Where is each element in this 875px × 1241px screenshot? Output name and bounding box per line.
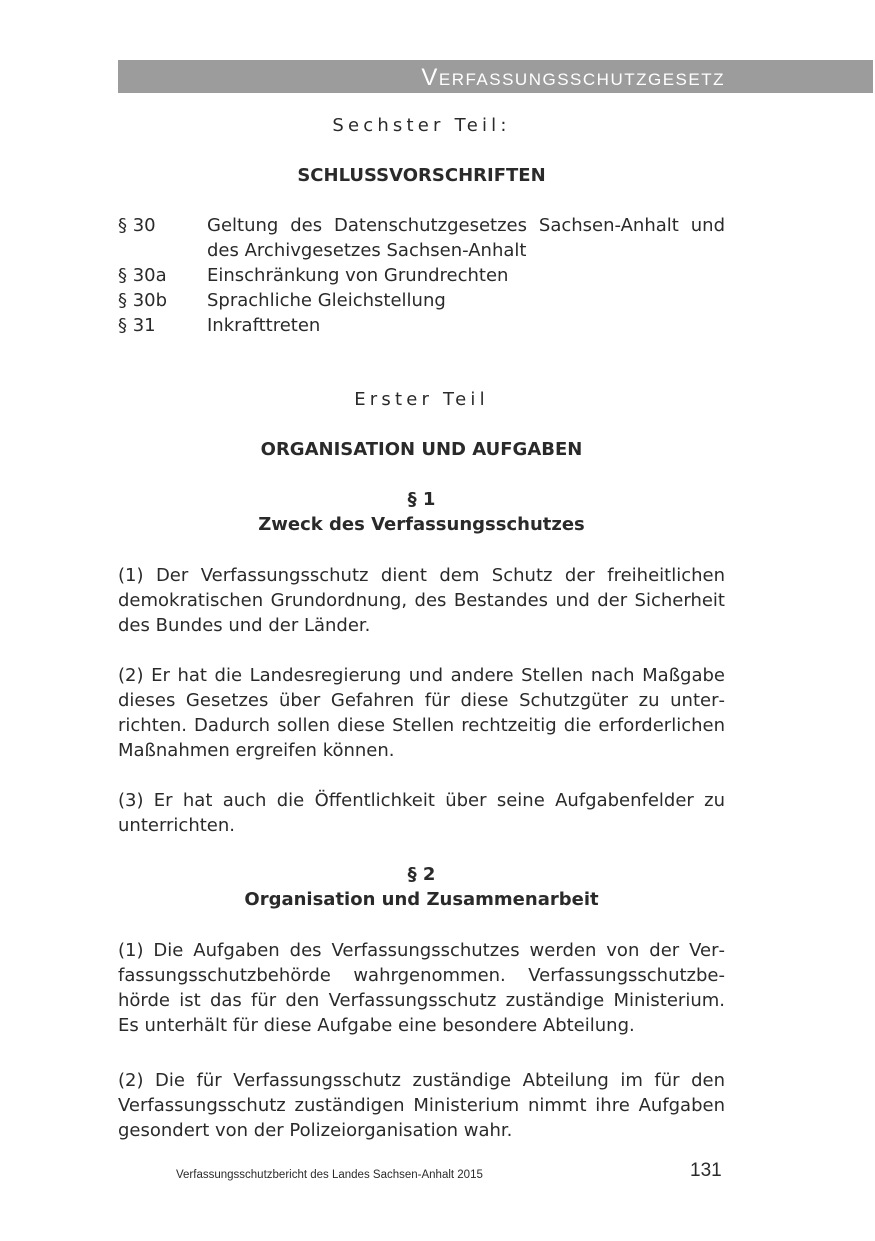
part-one-title: ORGANISATION UND AUFGABEN <box>260 439 583 460</box>
toc-number: § 30 <box>118 215 156 236</box>
toc-number: § 30b <box>118 290 168 311</box>
page-number: 131 <box>690 1160 722 1181</box>
toc-number: § 30a <box>118 265 167 286</box>
paragraph: (1) Die Aufgaben des Verfassungsschutzes werden von der Verfassungsschutzbehörde wahrgenommen. Verfassungsschutzbehörde ist das für den Verfassungsschutz zuständige Ministerium. Es unterhält für diese Aufgabe eine besondere Abteilung. <box>118 940 725 1036</box>
section-title: Organisation und Zusammenarbeit <box>244 889 599 910</box>
toc-text: Einschränkung von Grundrechten <box>207 265 509 286</box>
running-header-title: Verfassungsschutzgesetz <box>421 64 725 91</box>
paragraph: (3) Er hat auch die Öffentlichkeit über seine Aufgabenfelder zu unterrichten. <box>118 790 725 836</box>
toc-text: Geltung des Datenschutzgesetzes Sachsen-Anhalt und des Archivgesetzes Sachsen-Anhalt <box>207 215 725 261</box>
footer-text: Verfassungsschutzbericht des Landes Sachsen-Anhalt 2015 <box>176 1169 483 1181</box>
section-title: Zweck des Verfassungsschutzes <box>258 514 585 535</box>
toc-number: § 31 <box>118 315 156 336</box>
toc-text: Sprachliche Gleichstellung <box>207 290 446 311</box>
section-number: § 2 <box>407 864 436 885</box>
part-six-title: SCHLUSSVORSCHRIFTEN <box>297 165 546 186</box>
toc-text: Inkrafttreten <box>207 315 321 336</box>
part-one-label: Erster Teil <box>354 389 489 410</box>
part-six-label: Sechster Teil: <box>332 115 511 136</box>
section-number: § 1 <box>407 489 436 510</box>
paragraph: (2) Die für Verfassungsschutz zuständige Abteilung im für den Verfassungsschutz zuständigen Ministerium nimmt ihre Aufgaben gesondert von der Polizeiorganisation wahr. <box>118 1070 725 1141</box>
paragraph: (2) Er hat die Landesregierung und andere Stellen nach Maßgabe dieses Gesetzes über Gefahren für diese Schutzgüter zu unterrichten. Dadurch sollen diese Stellen rechtzeitig die erforderlichen Maßnahmen ergreifen können. <box>118 665 725 761</box>
paragraph: (1) Der Verfassungsschutz dient dem Schutz der freiheitlichen demokratischen Grundordnung, des Bestandes und der Sicherheit des Bundes und der Länder. <box>118 565 725 636</box>
